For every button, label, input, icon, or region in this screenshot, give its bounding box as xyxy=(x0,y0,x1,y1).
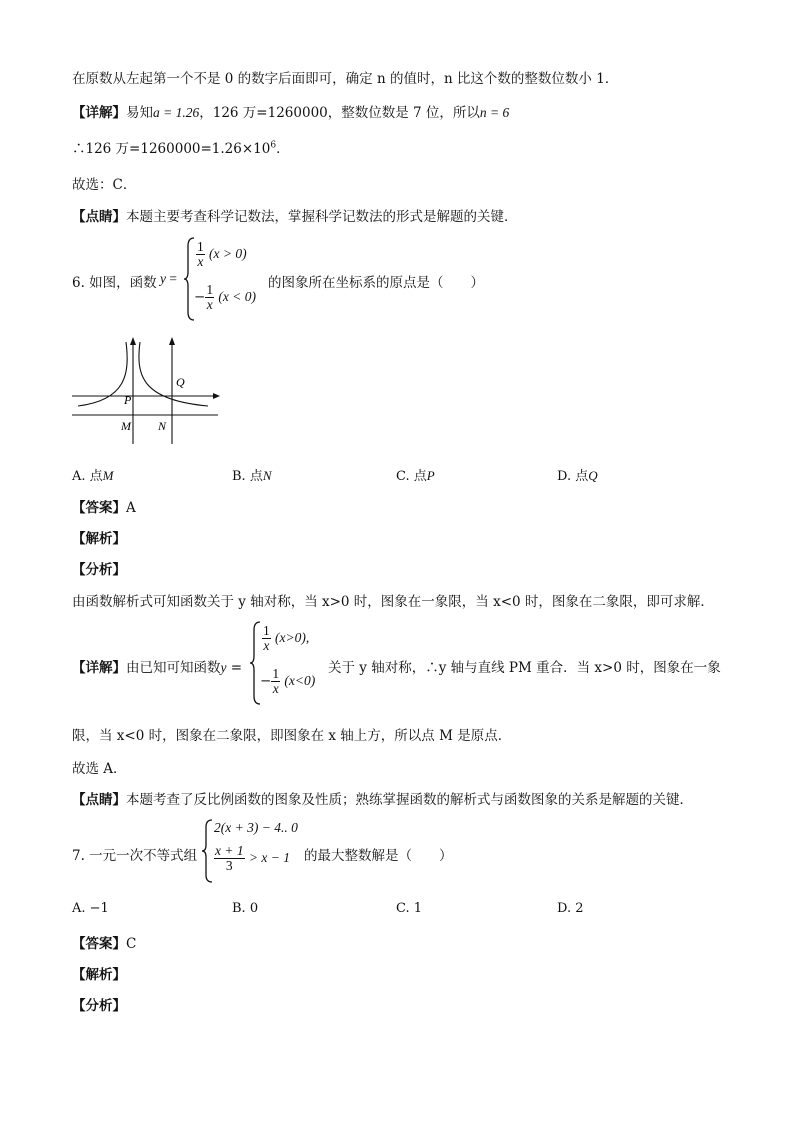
detail-line xyxy=(72,101,509,121)
q6-suffix: 的图象所在坐标系的原点是（ ） xyxy=(268,275,484,291)
q7-answer-line: 【答案】C xyxy=(72,936,137,952)
q7-option-c[interactable]: C. 1 xyxy=(396,901,423,916)
q6-option-c[interactable]: C. 点P xyxy=(396,468,435,484)
q7-option-b[interactable]: B. 0 xyxy=(232,901,259,916)
q6-detail-case2: − $\frac{1}{x}$ (x<0) xyxy=(260,666,316,697)
q7-jiexi: 【解析】 xyxy=(72,967,126,983)
n-equation: n = 6 xyxy=(479,105,510,120)
answer-value: A xyxy=(126,500,136,516)
q7-option-a[interactable]: A. −1 xyxy=(72,901,109,916)
q6-case1: $\frac{1}{x}$ (x > 0) xyxy=(197,239,247,270)
dianjing-tag: 【点睛】 xyxy=(72,209,126,225)
detail-text-b: ，126 万=1260000，整数位数是 7 位，所以 xyxy=(199,105,480,121)
q6-fenxi: 【分析】 xyxy=(72,562,126,578)
q6-detail-b: 关于 y 轴对称，∴y 轴与直线 PM 重合．当 x>0 时，图象在一象 xyxy=(328,660,721,676)
q6-dianjing: 【点睛】本题考查了反比例函数的图象及性质；熟练掌握函数的解析式与函数图象的关系是解题的关键． xyxy=(72,792,693,808)
text-line-1: 在原数从左起第一个不是 0 的数字后面即可，确定 n 的值时，n 比这个数的整数位数小 1． xyxy=(72,71,619,87)
detail-tag: 【详解】 xyxy=(72,105,126,121)
q6-y: y = xyxy=(160,271,177,286)
q7-inequality-2: $\frac{x + 1}{3}$ > x − 1 xyxy=(215,843,290,874)
q6-option-b[interactable]: B. 点N xyxy=(232,468,272,484)
detail-text-a: 易知 xyxy=(126,105,153,121)
label-m: M xyxy=(121,419,131,433)
choose-line: 故选：C． xyxy=(72,177,137,193)
q7-option-d[interactable]: D. 2 xyxy=(557,901,584,916)
label-q: Q xyxy=(176,375,185,389)
q6-jiexi: 【解析】 xyxy=(72,531,126,547)
q7-prefix: 7. 一元一次不等式组 xyxy=(72,848,198,864)
label-p: P xyxy=(124,393,132,407)
dianjing-line xyxy=(72,205,518,225)
therefore-line xyxy=(72,137,290,157)
q6-graph xyxy=(68,334,224,450)
q6-answer-line xyxy=(72,496,136,516)
a-equation: a = 1.26 xyxy=(153,105,200,120)
q7-suffix: 的最大整数解是（ ） xyxy=(304,848,453,864)
q6-detail-c: 限，当 x<0 时，图象在二象限，即图象在 x 轴上方，所以点 M 是原点． xyxy=(72,728,512,744)
therefore-end: ． xyxy=(276,141,290,157)
q7-fenxi: 【分析】 xyxy=(72,998,126,1014)
q6-prefix: 6. 如图，函数 xyxy=(72,275,157,291)
label-n: N xyxy=(158,419,167,433)
answer-tag: 【答案】 xyxy=(72,500,126,516)
q6-option-a[interactable]: A. 点M xyxy=(72,468,114,484)
q6-detail-case1: $\frac{1}{x}$ (x>0), xyxy=(263,623,310,654)
q6-choose: 故选 A． xyxy=(72,761,127,777)
q7-inequality-1: 2(x + 3) − 4.. 0 xyxy=(214,820,298,835)
q6-fenxi-text: 由函数解析式可知函数关于 y 轴对称，当 x>0 时，图象在一象限，当 x<0 时，图象在二象限，即可求解． xyxy=(72,594,714,610)
q6-case2: − $\frac{1}{x}$ (x < 0) xyxy=(194,282,256,313)
q7-brace xyxy=(202,818,214,884)
exponent: 6 xyxy=(270,140,277,151)
q6-detail-a: 【详解】由已知可知函数y = xyxy=(72,660,243,676)
therefore-text: ∴126 万=1260000=1.26×10 xyxy=(72,141,271,157)
dianjing-text: 本题主要考查科学记数法，掌握科学记数法的形式是解题的关键． xyxy=(126,209,518,225)
q6-option-d[interactable]: D. 点Q xyxy=(557,468,598,484)
